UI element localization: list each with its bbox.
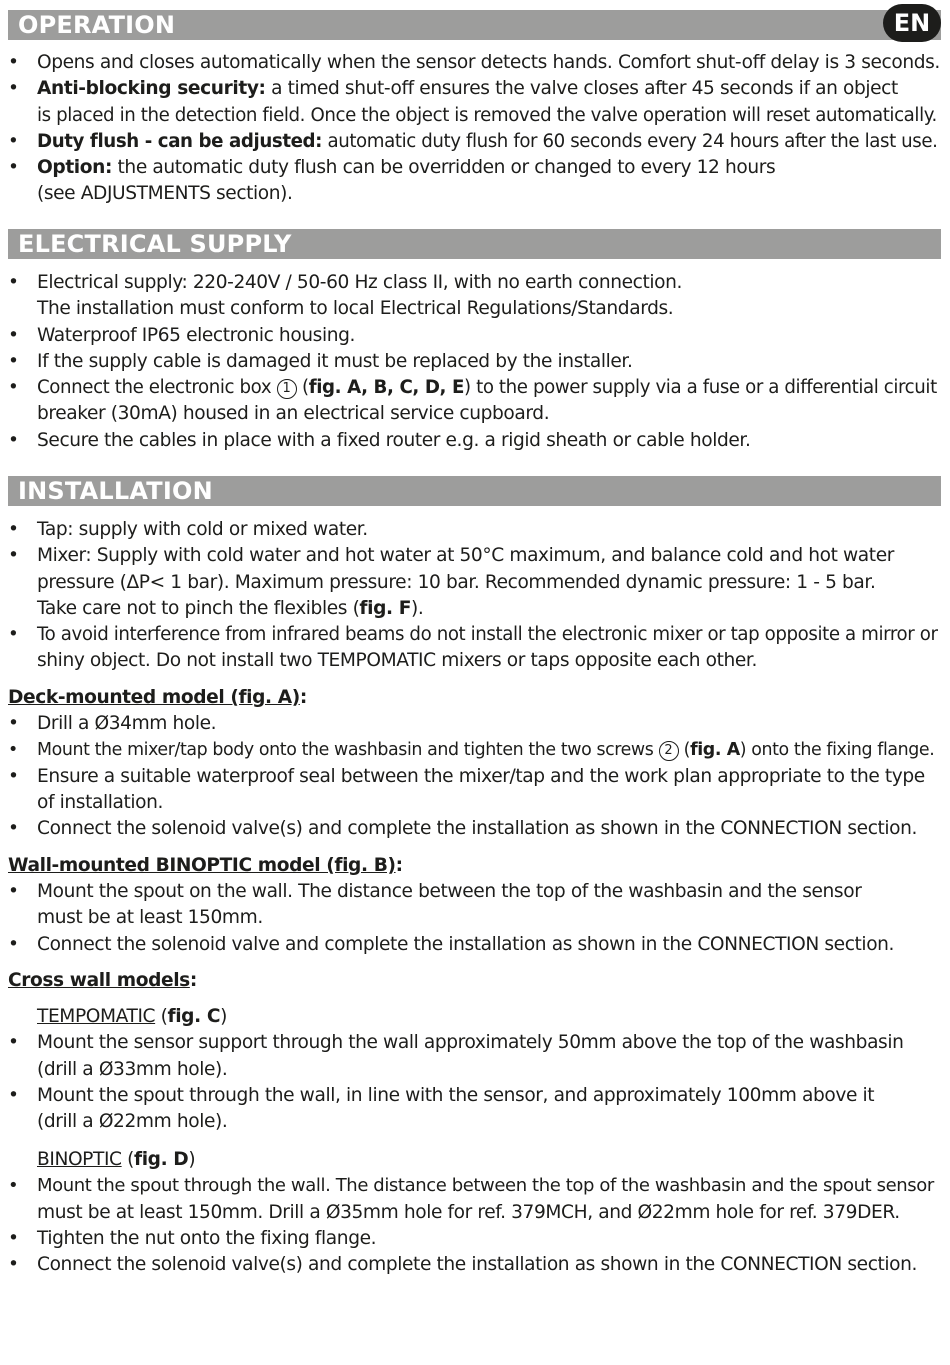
operation-title: OPERATION [18,11,176,39]
bold-term: Anti-blocking security: [37,78,266,100]
text: ) to the power supply via a fuse or a differential circuit [464,377,937,399]
list-item-continuation [8,570,943,596]
cross-wall-heading [8,968,197,994]
list-item-continuation [8,905,943,931]
text: Secure the cables in place with a fixed router e.g. a rigid sheath or cable holder. [37,429,751,451]
text: The installation must conform to local Electrical Regulations/Standards. [37,298,674,320]
text: Connect the solenoid valve(s) and complete the installation as shown in the CONNECTION section. [37,818,918,840]
text: breaker (30mA) housed in an electrical service cupboard. [37,403,550,425]
text: automatic duty flush for 60 seconds every 24 hours after the last use. [322,130,938,152]
list-item [8,428,943,454]
text: Connect the solenoid valve(s) and complete the installation as shown in the CONNECTION section. [37,1254,918,1276]
model-label: BINOPTIC [37,1149,122,1170]
text: Ensure a suitable waterproof seal between the mixer/tap and the work plan appropriate to the type [37,765,925,787]
list-item [8,1030,943,1056]
list-item-continuation [8,103,943,129]
binoptic-subheading [8,1147,943,1173]
operation-list [8,50,943,208]
operation-heading [8,10,941,40]
list-item [8,711,943,737]
callout-number: 1 [277,379,297,399]
list-item [8,543,943,569]
text: ( [155,1006,168,1027]
list-item-continuation [8,648,943,674]
figure-ref: fig. D [134,1149,189,1170]
list-item-continuation [8,181,943,207]
text: ) onto the fixing flange. [739,740,935,761]
text: Drill a Ø34mm hole. [37,713,217,734]
list-item [8,50,943,76]
wall-mounted-heading [8,853,403,879]
text: Waterproof IP65 electronic housing. [37,324,356,346]
list-item [8,129,943,155]
list-item [8,764,943,790]
list-item [8,932,943,958]
heading-text: Deck-mounted model (fig. A) [8,687,300,708]
text: Mount the spout through the wall, in line with the sensor, and approximately 100mm above it [37,1084,875,1106]
text: Opens and closes automatically when the sensor detects hands. Comfort shut-off delay is 3 seconds. [37,52,940,73]
text: ( [121,1149,134,1170]
cross-binoptic-list [8,1147,943,1278]
text: ) [220,1006,227,1027]
bold-term: Option: [37,157,113,179]
text: Take care not to pinch the flexibles ( [37,597,360,619]
text: Electrical supply: 220-240V / 50-60 Hz class II, with no earth connection. [37,272,683,293]
text: Tap: supply with cold or mixed water. [37,519,368,540]
heading-colon: : [299,687,307,708]
list-item [8,270,943,296]
list-item [8,1083,943,1109]
figure-ref: fig. C [167,1006,221,1027]
installation-title: INSTALLATION [18,477,213,505]
list-item-continuation [8,1057,943,1083]
text: must be at least 150mm. [37,907,263,929]
bold-term: Duty flush - can be adjusted: [37,130,323,152]
heading-colon: : [189,970,197,991]
heading-colon: : [395,855,403,876]
list-item [8,737,943,763]
electrical-list [8,270,943,454]
text: a timed shut-off ensures the valve closes after 45 seconds if an object [265,78,898,100]
callout-number: 2 [659,741,679,761]
figure-ref: fig. A [690,740,740,761]
list-item [8,323,943,349]
list-item [8,76,943,102]
text: (drill a Ø33mm hole). [37,1058,228,1080]
text: If the supply cable is damaged it must be replaced by the installer. [37,350,633,372]
text: shiny object. Do not install two TEMPOMATIC mixers or taps opposite each other. [37,650,757,672]
list-item-continuation [8,401,943,427]
text: Mount the spout on the wall. The distance between the top of the washbasin and the sensor [37,881,862,902]
text: Connect the solenoid valve and complete the installation as shown in the CONNECTION section. [37,933,895,955]
list-item [8,1226,943,1252]
list-item-continuation [8,790,943,816]
text: Mount the spout through the wall. The distance between the top of the washbasin and the spout sensor [37,1175,934,1197]
heading-text: Cross wall models [8,970,190,991]
text: Tighten the nut onto the fixing flange. [37,1227,377,1249]
list-item [8,349,943,375]
list-item [8,375,943,401]
list-item [8,816,943,842]
text: pressure (ΔP< 1 bar). Maximum pressure: 10 bar. Recommended dynamic pressure: 1 - 5 bar. [37,571,876,593]
text: ). [411,597,424,619]
electrical-heading [8,229,941,259]
text: must be at least 150mm. Drill a Ø35mm hole for ref. 379MCH, and Ø22mm hole for ref. 379DER. [37,1201,900,1223]
list-item-continuation [8,296,943,322]
heading-text: Wall-mounted BINOPTIC model (fig. B) [8,855,396,876]
text: To avoid interference from infrared beams do not install the electronic mixer or tap opposite a mirror or [37,624,938,646]
figure-ref: fig. F [359,597,412,619]
model-label: TEMPOMATIC [37,1006,156,1027]
deck-list [8,711,943,842]
text: ( [678,740,691,761]
list-item [8,1252,943,1278]
text: Mixer: Supply with cold water and hot water at 50°C maximum, and balance cold and hot water [37,545,894,567]
electrical-title: ELECTRICAL SUPPLY [18,230,292,258]
text: (see ADJUSTMENTS section). [37,183,293,205]
deck-mounted-heading [8,685,307,711]
text: ) [188,1149,196,1170]
text: (drill a Ø22mm hole). [37,1111,228,1133]
list-item-continuation [8,596,943,622]
installation-list [8,517,943,675]
cross-tempomatic-list [8,1004,943,1135]
text: the automatic duty flush can be overridden or changed to every 12 hours [112,157,776,179]
language-badge: EN [883,4,941,42]
text: Mount the sensor support through the wall approximately 50mm above the top of the washbasin [37,1032,904,1054]
list-item [8,622,943,648]
figure-ref: fig. A, B, C, D, E [308,377,465,399]
wall-list [8,879,943,958]
text: ( [296,377,309,399]
list-item-continuation [8,1109,943,1135]
text: is placed in the detection field. Once the object is removed the valve operation will reset automatically. [37,104,937,126]
text: Connect the electronic box [37,377,277,399]
text: of installation. [37,791,164,813]
list-item-continuation [8,1200,943,1226]
list-item [8,1173,943,1199]
list-item [8,517,943,543]
installation-heading [8,476,941,506]
tempomatic-subheading [8,1004,943,1030]
list-item [8,155,943,181]
text: Mount the mixer/tap body onto the washbasin and tighten the two screws [37,740,659,761]
list-item [8,879,943,905]
